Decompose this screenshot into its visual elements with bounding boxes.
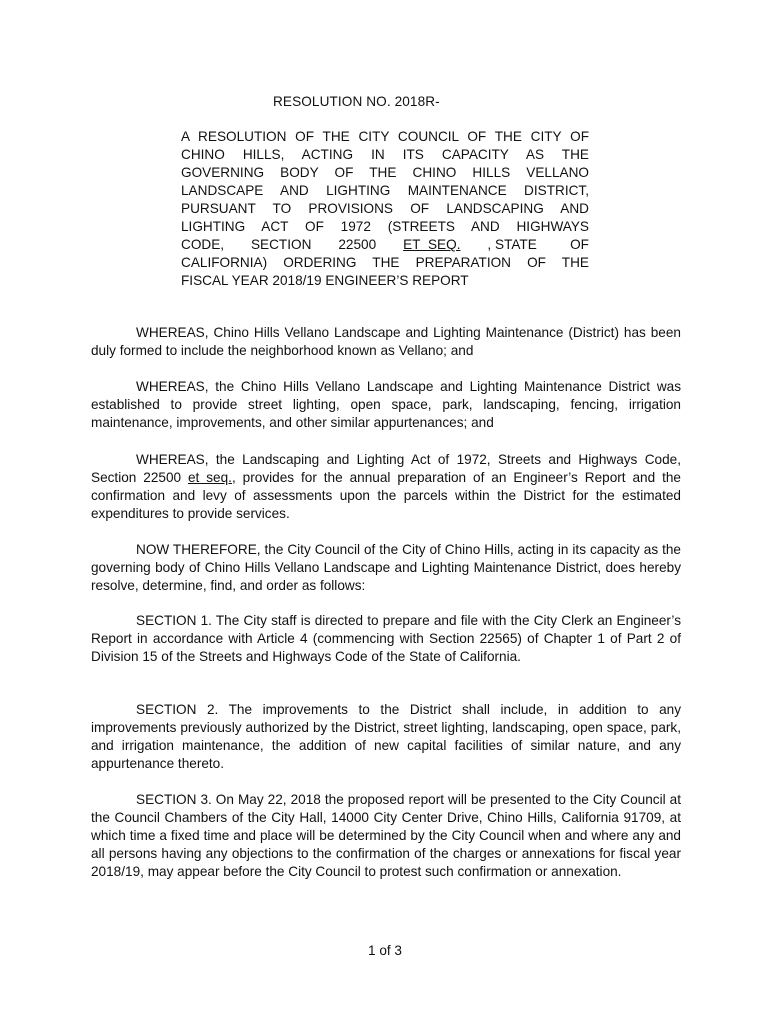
whereas-3-text-a: WHEREAS, the Landscaping and Lighting Act of 1972, Streets and Highways Code, Section 22500 xyxy=(91,452,681,485)
whereas-paragraph-3 xyxy=(91,451,681,523)
section-3-paragraph: SECTION 3. On May 22, 2018 the proposed report will be presented to the City Council at the Council Chambers of the City Hall, 14000 City Center Drive, Chino Hills, California 91709, at which time a fixed time and place will be determined by the City Council when and where any and all persons having any objections to the confirmation of the charges or annexations for fiscal year 2018/19, may appear before the City Council to protest such confirmation or annexation. xyxy=(91,792,681,879)
caption-line: GOVERNING BODY OF THE CHINO HILLS VELLANO xyxy=(181,165,589,180)
section-2-paragraph: SECTION 2. The improvements to the District shall include, in addition to any improvements previously authorized by the District, street lighting, landscaping, open space, park, and irrigation maintenance, the addition of new capital facilities of similar nature, and any appurtenance thereto. xyxy=(91,702,681,771)
caption-line: FISCAL YEAR 2018/19 ENGINEER’S REPORT xyxy=(181,273,469,288)
resolution-title: RESOLUTION NO. 2018R- xyxy=(273,94,440,109)
et-seq: et seq. xyxy=(188,470,232,485)
caption-line: PURSUANT TO PROVISIONS OF LANDSCAPING AND xyxy=(181,201,589,216)
caption-line: CHINO HILLS, ACTING IN ITS CAPACITY AS THE xyxy=(181,147,589,162)
whereas-paragraph-1: WHEREAS, Chino Hills Vellano Landscape and Lighting Maintenance (District) has been duly formed to include the neighborhood known as Vellano; and xyxy=(91,325,681,358)
whereas-paragraph-2: WHEREAS, the Chino Hills Vellano Landscape and Lighting Maintenance District was established to provide street lighting, open space, park, landscaping, fencing, irrigation maintenance, improvements, and other similar appurtenances; and xyxy=(91,379,681,430)
caption-line-7-end: STATE OF xyxy=(495,237,589,252)
whereas-3-text-b: , provides for the annual preparation of an Engineer’s Report and the confirmation and levy of assessments upon the parcels within the District for the estimated expenditures to provide services. xyxy=(91,470,681,521)
now-therefore-paragraph: NOW THEREFORE, the City Council of the City of Chino Hills, acting in its capacity as the governing body of Chino Hills Vellano Landscape and Lighting Maintenance District, does hereby resolve, determine, find, and order as follows: xyxy=(91,542,681,593)
section-1-paragraph: SECTION 1. The City staff is directed to prepare and file with the City Clerk an Engineer’s Report in accordance with Article 4 (commencing with Section 22565) of Chapter 1 of Part 2 of Division 15 of the Streets and Highways Code of the State of California. xyxy=(91,613,681,664)
caption-line: LIGHTING ACT OF 1972 (STREETS AND HIGHWAYS xyxy=(181,219,589,234)
page-number: 1 of 3 xyxy=(367,943,402,958)
caption-line: CALIFORNIA) ORDERING THE PREPARATION OF THE xyxy=(181,255,589,270)
caption-line-7: CODE, SECTION 22500 ET SEQ. , STATE OF xyxy=(181,237,589,252)
resolution-caption xyxy=(181,128,589,290)
caption-line: LANDSCAPE AND LIGHTING MAINTENANCE DISTRICT, xyxy=(181,183,589,198)
caption-line: A RESOLUTION OF THE CITY COUNCIL OF THE CITY OF xyxy=(181,129,589,144)
